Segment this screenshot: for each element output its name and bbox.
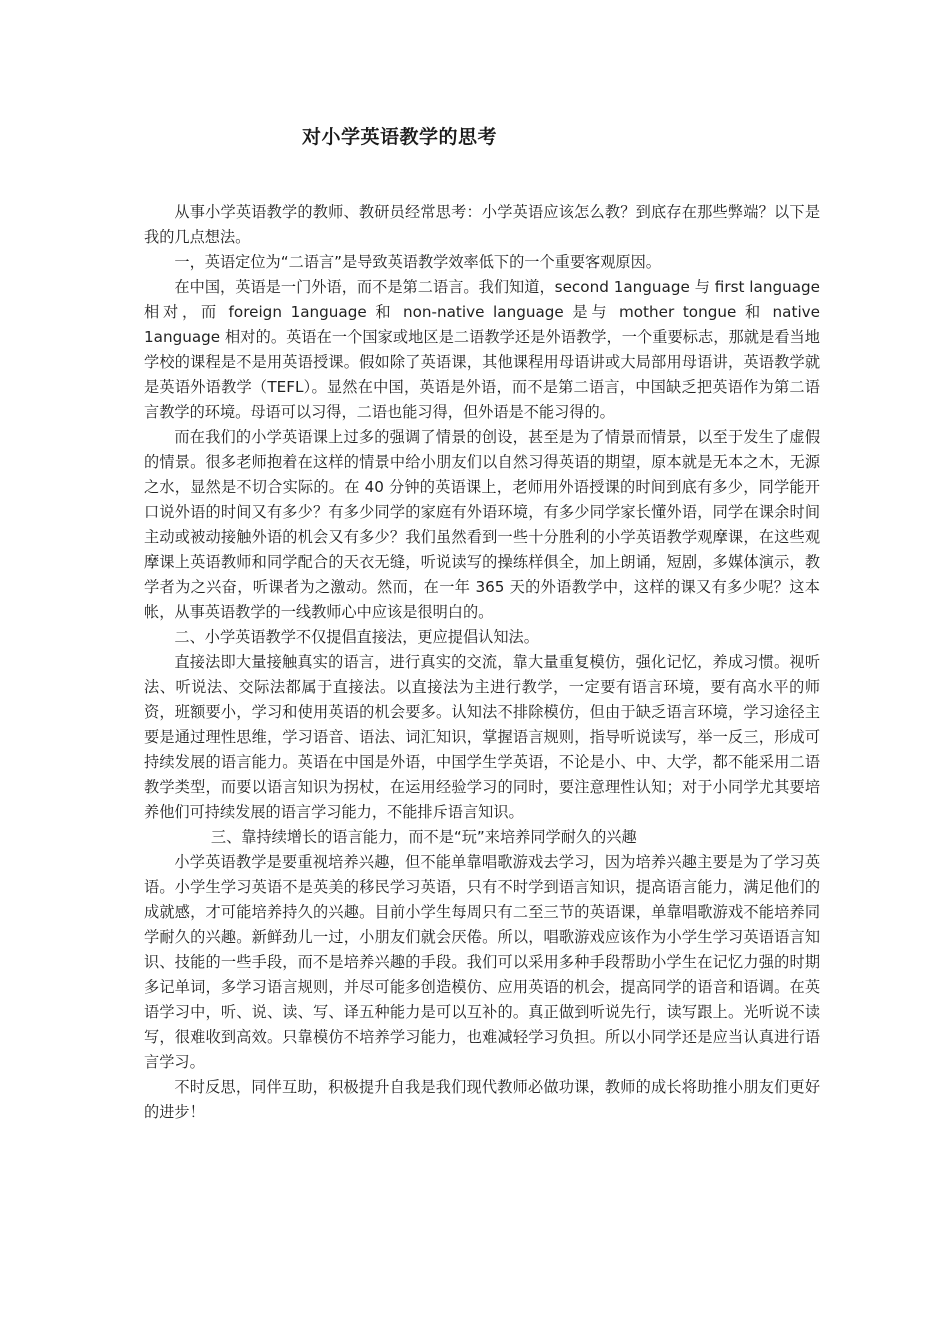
paragraph-heading-3: 三、靠持续增长的语言能力，而不是“玩”来培养同学耐久的兴趣 bbox=[210, 828, 637, 846]
document-body bbox=[144, 200, 820, 1125]
paragraph-direct-method: 直接法即大量接触真实的语言，进行真实的交流，靠大量重复模仿，强化记忆，养成习惯。视听法、听说法、交际法都属于直接法。以直接法为主进行教学，一定要有语言环境，要有高水平的师资，班额要小，学习和使用英语的机会要多。认知法不排除模仿，但由于缺乏语言环境，学习途径主要是通过理性思维，学习语音、语法、词汇知识，掌握语言规则，指导听说读写，举一反三，形成可持续发展的语言能力。英语在中国是外语，中国学生学英语，不论是小、中、大学，都不能采用二语教学类型，而要以语言知识为拐杖，在运用经验学习的同时，要注意理性认知；对于小同学尤其要培养他们可持续发展的语言学习能力，不能排斥语言知识。 bbox=[144, 653, 820, 821]
paragraph-conclusion: 不时反思，同伴互助，积极提升自我是我们现代教师必做功课，教师的成长将助推小朋友们更好的进步！ bbox=[144, 1078, 820, 1121]
paragraph-heading-2: 二、小学英语教学不仅提倡直接法，更应提倡认知法。 bbox=[174, 628, 539, 646]
paragraph-english-positioning: 在中国，英语是一门外语，而不是第二语言。我们知道，second 1anguage 与 first language 相对，而 foreign 1anguage 和 non-native language 是与 mother tongue 和 native 1anguage 相对的。英语在一个国家或地区是二语教学还是外语教学，一个重要标志，那就是看当地学校的课程是不是用英语授课。假如除了英语课，其他课程用母语讲或大局部用母语讲，英语教学就是英语外语教学（TEFL）。显然在中国，英语是外语，而不是第二语言，中国缺乏把英语作为第二语言教学的环境。母语可以习得，二语也能习得，但外语是不能习得的。 bbox=[144, 278, 820, 421]
document-title: 对小学英语教学的思考 bbox=[302, 126, 498, 148]
paragraph-classroom-scenarios: 而在我们的小学英语课上过多的强调了情景的创设，甚至是为了情景而情景，以至于发生了虚假的情景。很多老师抱着在这样的情景中给小朋友们以自然习得英语的期望，原本就是无本之木，无源之水，显然是不切合实际的。在 40 分钟的英语课上，老师用外语授课的时间到底有多少，同学能开口说外语的时间又有多少？有多少同学的家庭有外语环境，有多少同学家长懂外语，同学在课余时间主动或被动接触外语的机会又有多少？我们虽然看到一些十分胜利的小学英语教学观摩课，在这些观摩课上英语教师和同学配合的天衣无缝，听说读写的操练样俱全，加上朗诵，短剧，多媒体演示，教学者为之兴奋，听课者为之激动。然而，在一年 365 天的外语教学中，这样的课又有多少呢？这本帐，从事英语教学的一线教师心中应该是很明白的。 bbox=[144, 428, 820, 621]
paragraph-heading-1: 一，英语定位为“二语言”是导致英语教学效率低下的一个重要客观原因。 bbox=[174, 253, 661, 271]
paragraph-interest: 小学英语教学是要重视培养兴趣，但不能单靠唱歌游戏去学习，因为培养兴趣主要是为了学习英语。小学生学习英语不是英美的移民学习英语，只有不时学到语言知识，提高语言能力，满足他们的成就感，才可能培养持久的兴趣。目前小学生每周只有二至三节的英语课，单靠唱歌游戏不能培养同学耐久的兴趣。新鲜劲儿一过，小朋友们就会厌倦。所以，唱歌游戏应该作为小学生学习英语语言知识、技能的一些手段，而不是培养兴趣的手段。我们可以采用多种手段帮助小学生在记忆力强的时期多记单词，多学习语言规则，并尽可能多创造模仿、应用英语的机会，提高同学的语音和语调。在英语学习中，听、说、读、写、译五种能力是可以互补的。真正做到听说先行，读写跟上。光听说不读写，很难收到高效。只靠模仿不培养学习能力，也难减轻学习负担。所以小同学还是应当认真进行语言学习。 bbox=[144, 853, 820, 1071]
paragraph-intro: 从事小学英语教学的教师、教研员经常思考：小学英语应该怎么教？到底存在那些弊端？以下是我的几点想法。 bbox=[144, 203, 820, 246]
